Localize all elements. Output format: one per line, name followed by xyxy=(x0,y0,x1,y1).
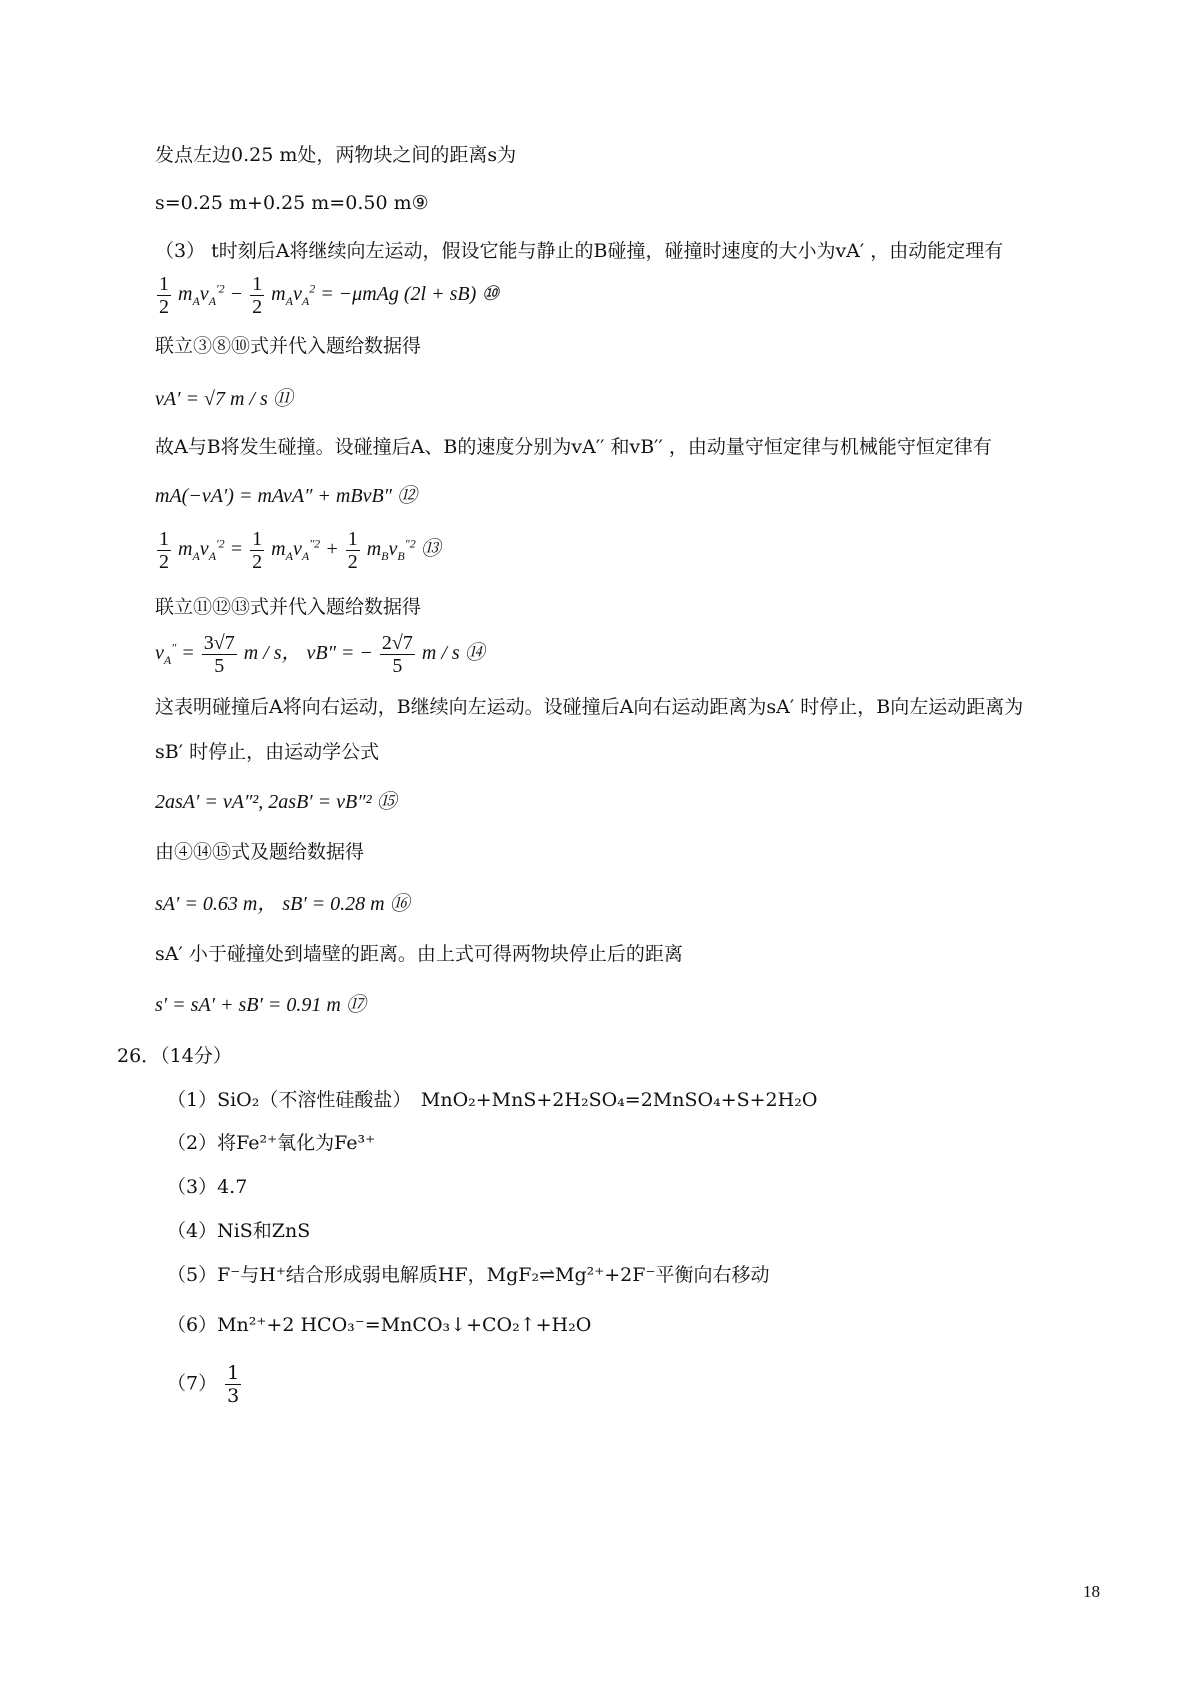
equation-14: $v_A''$ = $\frac{3√7}{5}$ m / s， vB″ = − $\frac{2√7}{5}$ m / s ⑭ xyxy=(155,632,485,677)
text-line: s=0.25 m+0.25 m=0.50 m⑨ xyxy=(155,192,429,214)
text-line: sA′ 小于碰撞处到墙壁的距离。由上式可得两物块停止后的距离 xyxy=(155,943,683,965)
answer-2: （2）将Fe²⁺氧化为Fe³⁺ xyxy=(167,1132,376,1154)
fraction: $\frac{1}{2}$ xyxy=(252,528,263,573)
equation-15: 2asA′ = vA″², 2asB′ = vB″² ⑮ xyxy=(155,791,397,813)
text-line: sB′ 时停止，由运动学公式 xyxy=(155,741,380,763)
fraction: $\frac{1}{2}$ xyxy=(159,528,169,573)
page-number: 18 xyxy=(1083,1582,1100,1601)
answer-4: （4）NiS和ZnS xyxy=(167,1220,311,1242)
fraction: $\frac{1}{2}$ xyxy=(252,273,263,318)
equation-10: $\frac{1}{2}$ $m_Av_A^{'2}$ − $\frac{1}{2}$ $m_Av_A^2 = -\mu mAg$ (2l + sB) ⑩ xyxy=(159,273,500,318)
text-line: 联立③⑧⑩式并代入题给数据得 xyxy=(155,335,422,357)
text-line: 发点左边0.25 m处，两物块之间的距离s为 xyxy=(155,144,517,166)
text-line: 故A与B将发生碰撞。设碰撞后A、B的速度分别为vA′′ 和vB′′ ，由动量守恒定律与机械能守恒定律有 xyxy=(155,436,992,458)
answer-7: （7） $\frac{1}{3}$ xyxy=(167,1362,240,1407)
text-line: 这表明碰撞后A将向右运动，B继续向左运动。设碰撞后A向右运动距离为sA′ 时停止，B向左运动距离为 xyxy=(155,696,1024,718)
answer-5: （5）F⁻与H⁺结合形成弱电解质HF，MgF₂⇌Mg²⁺+2F⁻平衡向右移动 xyxy=(167,1264,770,1286)
equation-16: sA′ = 0.63 m， sB′ = 0.28 m ⑯ xyxy=(155,893,410,915)
answer-6: （6）Mn²⁺+2 HCO₃⁻=MnCO₃↓+CO₂↑+H₂O xyxy=(167,1314,592,1336)
equation-12: mA(−vA′) = mAvA″ + mBvB″ ⑫ xyxy=(155,485,418,507)
equation-rhs: = −μmAg (2l + sB) ⑩ xyxy=(320,283,500,306)
fraction: $\frac{1}{3}$ xyxy=(227,1362,240,1407)
fraction: $\frac{1}{2}$ xyxy=(347,528,358,573)
equation-number: ⑬ xyxy=(420,538,441,561)
text-line: 联立⑪⑫⑬式并代入题给数据得 xyxy=(155,596,422,618)
fraction: $\frac{3√7}{5}$ xyxy=(203,632,235,677)
question-heading: 26．（14分） xyxy=(117,1045,232,1067)
text-line: 由④⑭⑮式及题给数据得 xyxy=(155,841,365,863)
answer-1: （1）SiO₂（不溶性硅酸盐） MnO₂+MnS+2H₂SO₄=2MnSO₄+S+2H₂O xyxy=(167,1089,818,1111)
equation-17: s′ = sA′ + sB′ = 0.91 m ⑰ xyxy=(155,994,366,1016)
equation-13: $\frac{1}{2}$ $m_Av_A^{'2}$ = $\frac{1}{2}$ $m_Av_A^{''2}$ + $\frac{1}{2}$ $m_Bv_B^{''2}$ ⑬ xyxy=(159,528,441,573)
text-line: （3） t时刻后A将继续向左运动，假设它能与静止的B碰撞，碰撞时速度的大小为vA′ ，由动能定理有 xyxy=(155,240,1004,262)
equation-11: vA′ = √7 m / s ⑪ xyxy=(155,388,293,410)
fraction: $\frac{1}{2}$ xyxy=(159,273,169,318)
fraction: $\frac{2√7}{5}$ xyxy=(381,632,413,677)
answer-3: （3）4.7 xyxy=(167,1176,248,1198)
